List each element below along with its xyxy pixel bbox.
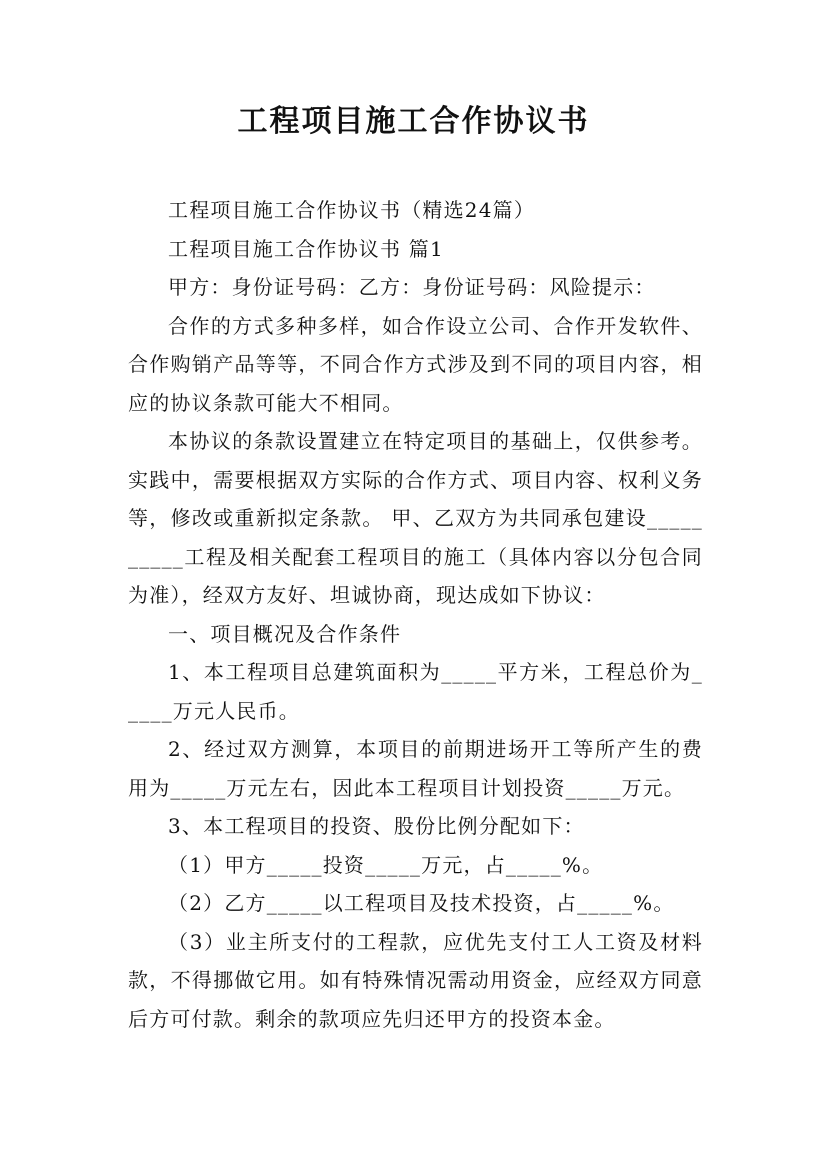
document-title: 工程项目施工合作协议书: [237, 104, 590, 139]
paragraph-chapter-heading: 工程项目施工合作协议书 篇1: [168, 236, 444, 261]
paragraph-agreement-basis: 本协议的条款设置建立在特定项目的基础上，仅供参考。实践中，需要根据双方实际的合作方式、项目内容、权利义务等，修改或重新拟定条款。 甲、乙双方为共同承包建设__________工程及相关配套工程项目的施工（具体内容以分包合同为准），经双方友好、坦诚协商，现达成如下协议：: [128, 429, 703, 607]
clause-1-area-and-price: 1、本工程项目总建筑面积为_____平方米，工程总价为_____万元人民币。: [128, 660, 703, 723]
section-heading-project-overview: 一、项目概况及合作条件: [168, 621, 402, 646]
clause-2-costs: 2、经过双方测算，本项目的前期进场开工等所产生的费用为_____万元左右，因此本工程项目计划投资_____万元。: [128, 737, 703, 800]
document-body: [128, 191, 703, 1038]
clause-3-share-ratio: 3、本工程项目的投资、股份比例分配如下：: [168, 814, 585, 838]
paragraph-collection-heading: 工程项目施工合作协议书（精选24篇）: [168, 198, 536, 222]
paragraph-cooperation-methods: 合作的方式多种多样，如合作设立公司、合作开发软件、合作购销产品等等，不同合作方式涉及到不同的项目内容，相应的协议条款可能大不相同。: [128, 313, 703, 415]
paragraph-parties: 甲方：身份证号码：乙方：身份证号码：风险提示：: [168, 275, 656, 299]
clause-3-1-party-a: （1）甲方_____投资_____万元，占_____%。: [168, 852, 604, 877]
clause-3-3-payment: （3）业主所支付的工程款，应优先支付工人工资及材料款，不得挪做它用。如有特殊情况需动用资金，应经双方同意后方可付款。剩余的款项应先归还甲方的投资本金。: [128, 929, 703, 1031]
clause-3-2-party-b: （2）乙方_____以工程项目及技术投资，占_____%。: [168, 891, 675, 915]
